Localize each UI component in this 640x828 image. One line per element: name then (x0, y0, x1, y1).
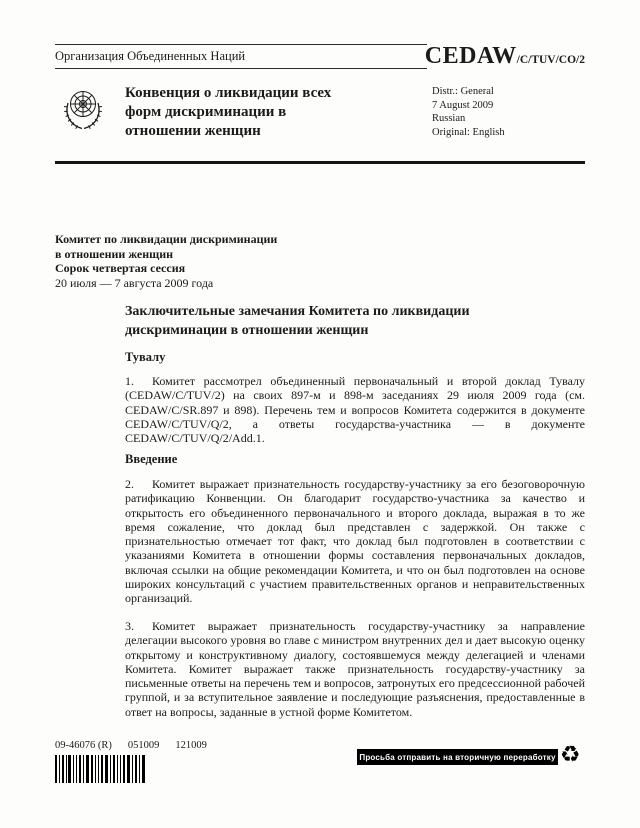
committee-name-line1: Комитет по ликвидации дискриминации (55, 232, 278, 246)
document-symbol-main: CEDAW (424, 43, 517, 69)
masthead-divider (55, 161, 585, 164)
paragraph-2-number: 2. (125, 477, 134, 491)
distribution-block (432, 85, 505, 139)
un-emblem (57, 82, 109, 139)
un-emblem-icon (57, 82, 109, 134)
document-title: Заключительные замечания Комитета по ликвидации дискриминации в отношении женщин (125, 304, 470, 338)
paragraph-3-number: 3. (125, 619, 134, 633)
distr-date: 7 August 2009 (432, 99, 494, 111)
session-dates: 20 июля — 7 августа 2009 года (55, 275, 214, 290)
recycle-notice-text: Просьба отправить на вторичную переработку (359, 752, 556, 762)
date-code-2: 121009 (175, 740, 207, 751)
convention-title: Конвенция о ликвидации всех форм дискриминации в отношении женщин (125, 85, 332, 139)
distr-language: Russian (432, 113, 466, 124)
recycle-icon: ♻ (560, 742, 581, 768)
date-code-1: 051009 (127, 740, 160, 751)
paragraph-2-text: Комитет выражает признательность государству-участнику за его безоговорочную ратификацию Конвенции. Он благодарит государство-участника за качество и открытость его объединенного первоначального и второго доклада, выражая в то же время сожаление, что доклад был представлен с задержкой. Он также с признательностью отмечает тот факт, что доклад был подготовлен в соответствии с указаниями Комитета в отношении формы составления первоначальных докладов, включая ссылки на общие рекомендации Комитета, и что он был подготовлен на основе широких консультаций с участием правительственных органов и неправительственных организаций. (125, 477, 585, 606)
paragraph-1-number: 1. (125, 374, 134, 388)
paragraph-3-text: Комитет выражает признательность государству-участнику за направление делегации высокого уровня во главе с министром внутренних дел и дает высокую оценку открытому и конструктивному диалогу, состоявшемуся между делегацией и членами Комитета. Комитет выражает также признательность государству-участнику за письменные ответы на перечень тем и вопросов, затронутых его предсессионной рабочей группой, и за вступительное заявление и последующие разъяснения, предоставленные в ответ на вопросы, заданные в устной форме Комитетом. (125, 619, 585, 719)
distr-original: Original: English (432, 126, 505, 138)
recycle-notice (357, 749, 558, 765)
country-heading: Тувалу (125, 350, 166, 364)
committee-block (55, 232, 277, 290)
paragraph-1 (125, 374, 585, 445)
org-name: Организация Объединенных Наций (55, 49, 246, 63)
committee-name-line2: в отношении женщин (55, 246, 174, 261)
section-heading-introduction: Введение (125, 452, 178, 466)
document-symbol-suffix: /C/TUV/CO/2 (516, 54, 585, 66)
footer-codes (55, 740, 223, 751)
paragraph-3 (125, 619, 585, 719)
print-code: 09-46076 (R) (55, 740, 112, 751)
barcode (55, 755, 145, 788)
paragraph-2 (125, 477, 585, 606)
document-symbol (425, 43, 585, 70)
session-title: Сорок четвертая сессия (55, 261, 186, 275)
header-rule-bottom (55, 68, 427, 69)
paragraph-1-text: Комитет рассмотрел объединенный первоначальный и второй доклад Тувалу (CEDAW/C/TUV/2) на своих 897-м и 898-м заседаниях 29 июля 2009 года (см. CEDAW/C/SR.897 и 898). Перечень тем и вопросов Комитета содержится в документе CEDAW/C/TUV/Q/2, а ответы государства-участника — в документе CEDAW/C/TUV/Q/2/Add.1. (125, 374, 585, 446)
distr-line: Distr.: General (432, 86, 494, 97)
header-rule-top (55, 44, 427, 45)
